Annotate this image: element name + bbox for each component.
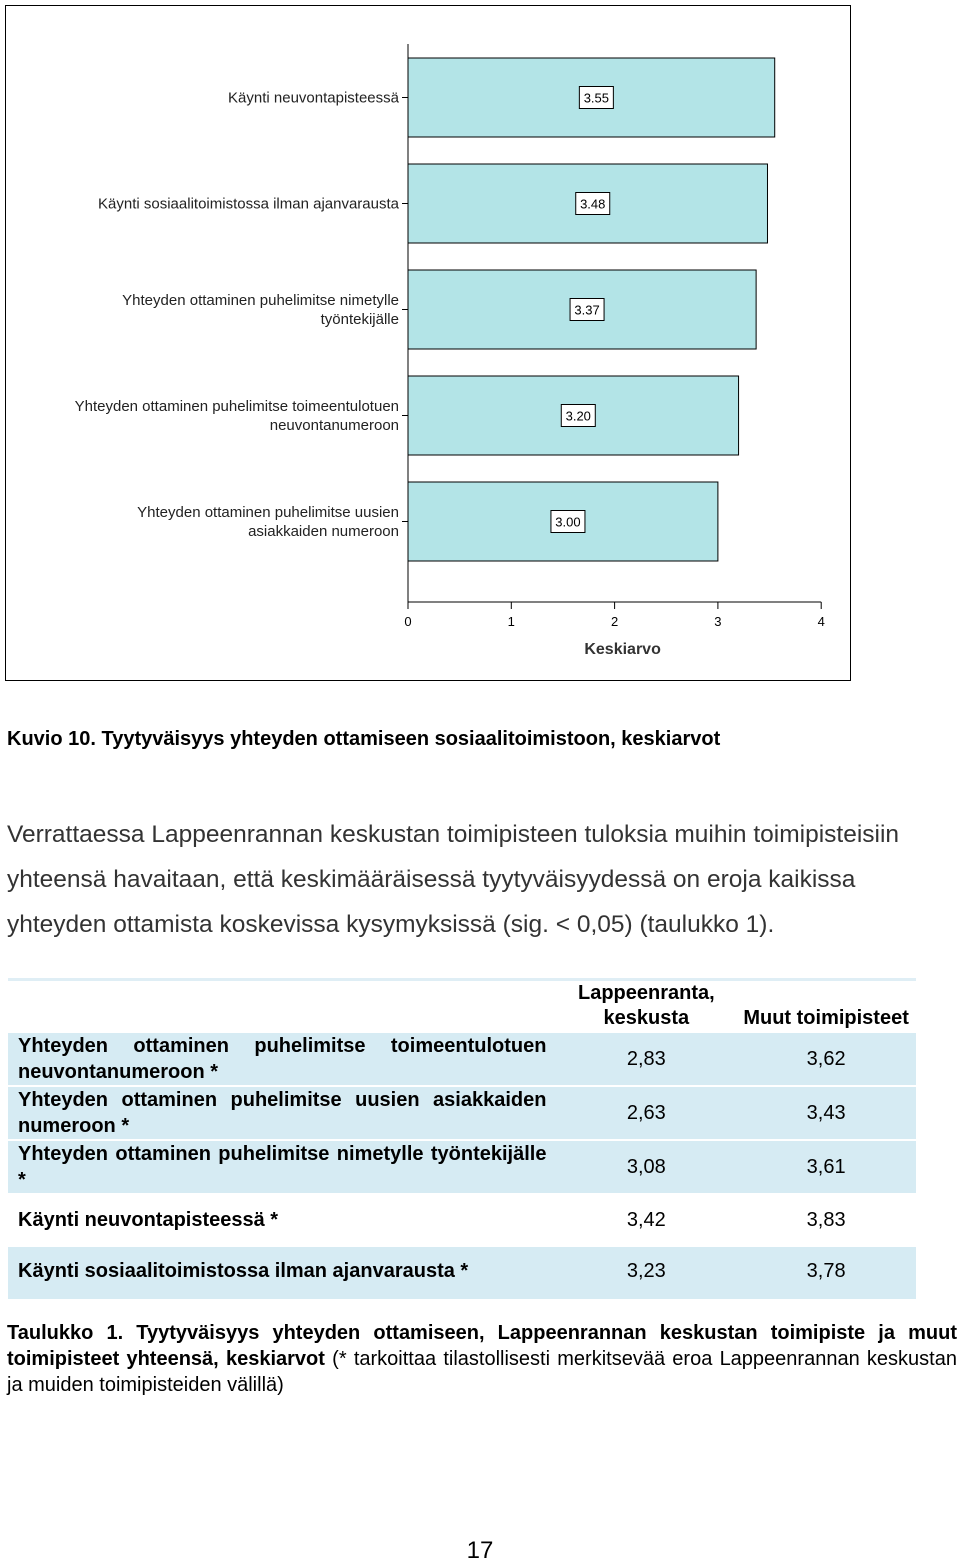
- value-muut: 3,83: [736, 1194, 916, 1246]
- category-label-line: asiakkaiden numeroon: [248, 523, 399, 540]
- category-label-line: neuvontanumeroon: [269, 417, 399, 434]
- value-muut: 3,62: [736, 1032, 916, 1086]
- value-muut: 3,78: [736, 1246, 916, 1298]
- bar-chart: [5, 5, 851, 681]
- value-muut: 3,61: [736, 1140, 916, 1194]
- row-label: Yhteyden ottaminen puhelimitse nimetylle työntekijälle *: [8, 1140, 556, 1194]
- figure-caption: Kuvio 10. Tyytyväisyys yhteyden ottamiseen sosiaalitoimistoon, keskiarvot: [7, 728, 721, 750]
- value-lappeenranta: 3,23: [556, 1246, 736, 1298]
- value-lappeenranta: 2,83: [556, 1032, 736, 1086]
- table-row: [8, 1032, 916, 1086]
- results-table: [8, 978, 916, 1299]
- table-caption-bold: Taulukko 1. Tyytyväisyys yhteyden ottamiseen, Lappeenrannan keskustan toimipiste ja muut toimipisteet yhteensä, keskiarvot: [7, 1322, 957, 1370]
- x-tick-label: 2: [610, 614, 619, 629]
- x-axis-label: Keskiarvo: [584, 641, 661, 658]
- category-label-line: Yhteyden ottaminen puhelimitse uusien: [137, 504, 399, 521]
- table-caption-normal: (* tarkoittaa tilastollisesti merkitsevää eroa Lappeenrannan keskustan ja muiden toimipisteiden välillä): [7, 1348, 957, 1396]
- data-label: 3.00: [555, 514, 581, 530]
- category-label-line: Käynti neuvontapisteessä: [228, 89, 399, 107]
- body-paragraph: [7, 812, 957, 947]
- category-label: [122, 292, 399, 328]
- table-row: [8, 1140, 916, 1194]
- data-label: 3.20: [565, 408, 591, 424]
- x-tick-label: 0: [404, 614, 412, 629]
- table-header-empty: [8, 980, 556, 1033]
- value-lappeenranta: 3,08: [556, 1140, 736, 1194]
- row-label: Yhteyden ottaminen puhelimitse uusien asiakkaiden numeroon *: [8, 1086, 556, 1140]
- x-tick-label: 4: [817, 614, 825, 629]
- category-label-line: Yhteyden ottaminen puhelimitse nimetylle: [122, 292, 399, 309]
- row-label: Käynti sosiaalitoimistossa ilman ajanvarausta *: [8, 1246, 556, 1298]
- data-label: 3.48: [580, 196, 606, 212]
- row-label: Käynti neuvontapisteessä *: [8, 1194, 556, 1246]
- row-label: Yhteyden ottaminen puhelimitse toimeentulotuen neuvontanumeroon *: [8, 1032, 556, 1086]
- category-label: [228, 90, 400, 107]
- value-lappeenranta: 2,63: [556, 1086, 736, 1140]
- data-label: 3.37: [574, 302, 600, 318]
- value-lappeenranta: 3,42: [556, 1194, 736, 1246]
- data-label: 3.55: [583, 90, 610, 106]
- table-row: [8, 1194, 916, 1246]
- x-tick-label: 1: [507, 614, 515, 629]
- value-muut: 3,43: [736, 1086, 916, 1140]
- page-number: 17: [466, 1537, 494, 1564]
- category-label-line: Yhteyden ottaminen puhelimitse toimeentulotuen: [74, 398, 399, 415]
- table-row: [8, 1246, 916, 1298]
- table-header-row: [8, 980, 916, 1033]
- category-label-line: työntekijälle: [320, 311, 399, 328]
- table-row: [8, 1086, 916, 1140]
- table-caption: [7, 1320, 957, 1398]
- category-label: [137, 504, 399, 540]
- x-tick-label: 3: [714, 614, 722, 629]
- category-label: [75, 398, 399, 434]
- chart-svg: [6, 6, 852, 682]
- body-text: Verrattaessa Lappeenrannan keskustan toimipisteen tuloksia muihin toimipisteisiin yhteensä havaitaan, että keskimääräisessä tyytyväisyydessä on eroja kaikissa yhteyden ottamista koskevissa kysymyksissä (sig. < 0,05) (taulukko 1).: [7, 821, 900, 938]
- table-header-lappeenranta: Lappeenranta, keskusta: [577, 982, 715, 1029]
- category-label-line: Käynti sosiaalitoimistossa ilman ajanvarausta: [98, 195, 399, 213]
- category-label: [98, 196, 400, 213]
- table-header-muut: Muut toimipisteet: [743, 1007, 909, 1029]
